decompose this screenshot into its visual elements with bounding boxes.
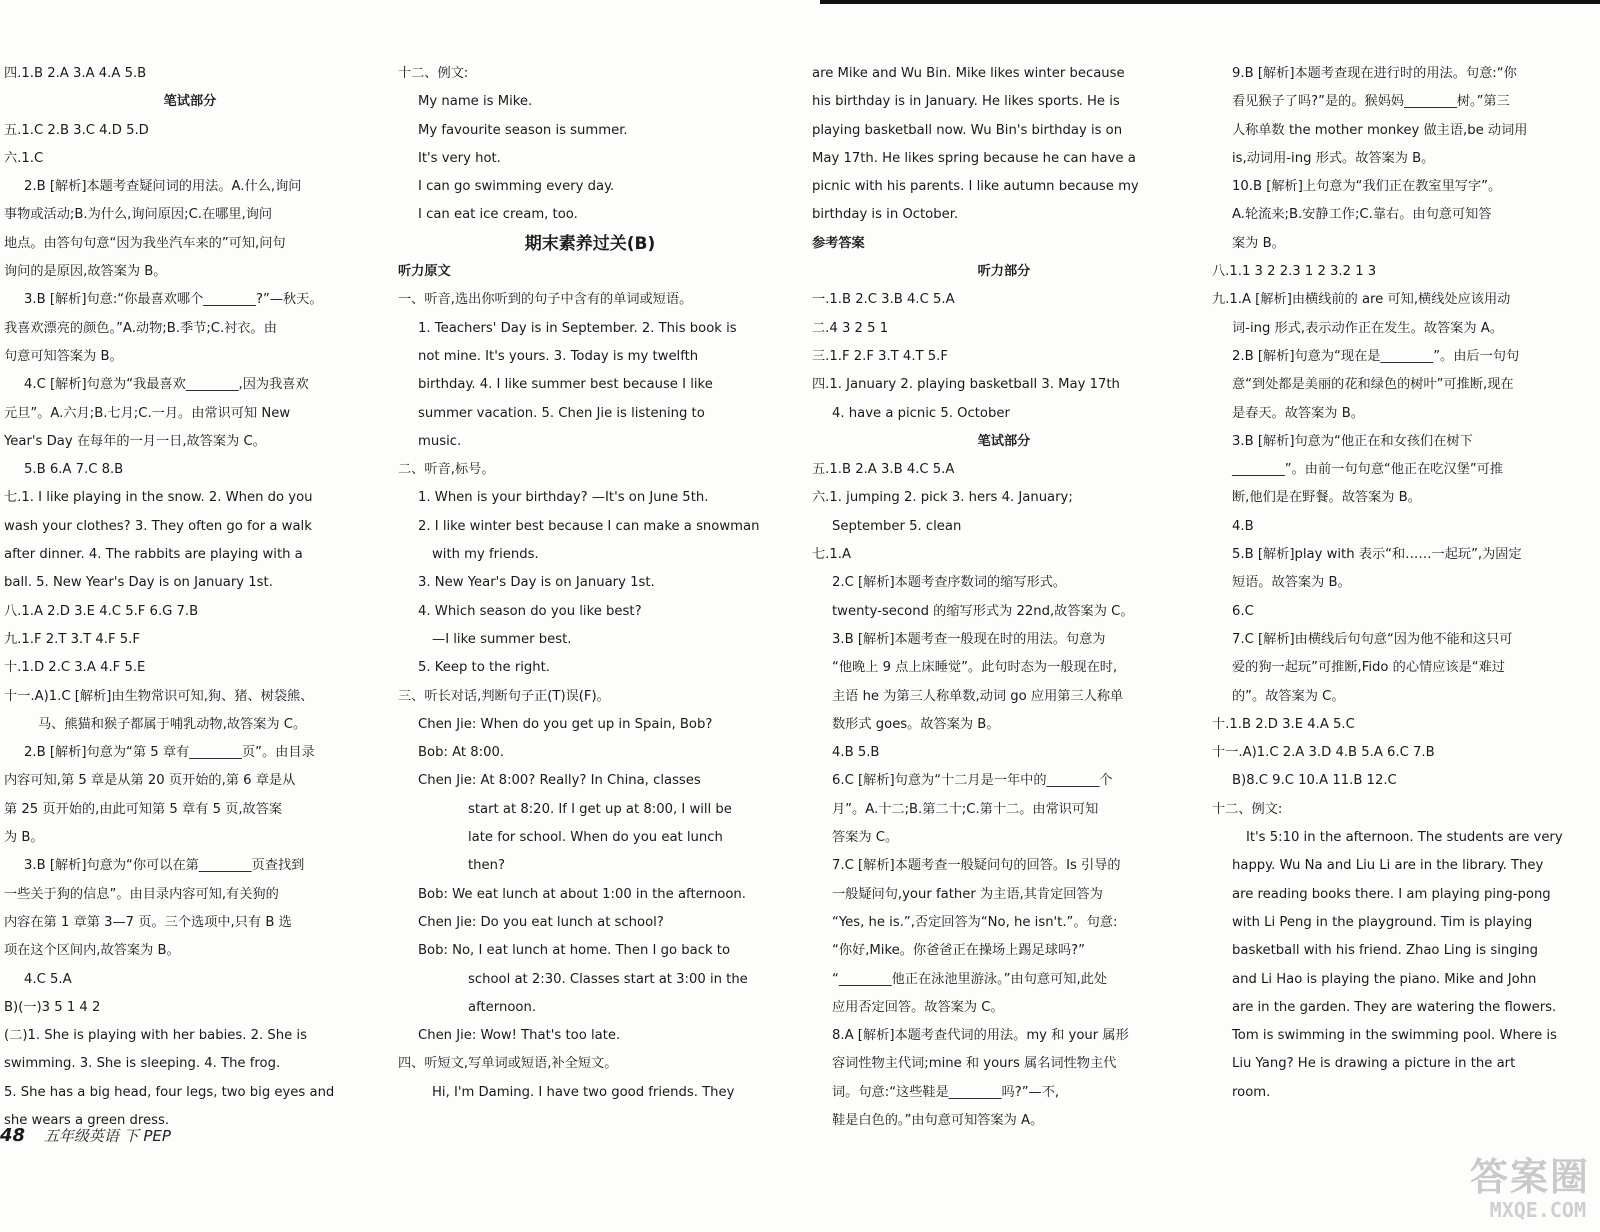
text-line: 五.1.B 2.A 3.B 4.C 5.A — [812, 462, 955, 478]
text-line: 词。句意:“这些鞋是________吗?”—不, — [832, 1084, 1060, 1100]
text-line: 3.B [解析]句意为“他正在和女孩们在树下 — [1232, 433, 1473, 449]
text-line: ________”。由前一句句意“他正在吃汉堡”可推 — [1232, 462, 1504, 478]
text-line: happy. Wu Na and Liu Li are in the library. They — [1232, 858, 1544, 874]
text-line: 十一.A)1.C [解析]由生物常识可知,狗、猪、树袋熊、 — [4, 688, 314, 704]
text-line: 期末素养过关(B) — [524, 233, 656, 254]
text-line: 元旦”。A.六月;B.七月;C.一月。由常识可知 New — [4, 405, 291, 421]
text-line: wash your clothes? 3. They often go for a walk — [4, 518, 312, 534]
text-line: It's 5:10 in the afternoon. The students are very — [1246, 830, 1563, 846]
text-line: 听力原文 — [398, 264, 451, 280]
watermark-url: MXQE.COM — [1489, 1198, 1586, 1222]
text-line: 7.C [解析]由横线后句句意“因为他不能和这只可 — [1232, 631, 1513, 647]
text-line: room. — [1232, 1084, 1271, 1100]
text-line: 4. have a picnic 5. October — [832, 405, 1010, 421]
text-line: 词-ing 形式,表示动作正在发生。故答案为 A。 — [1232, 320, 1503, 336]
text-line: 5.B 6.A 7.C 8.B — [24, 462, 124, 478]
text-line: 8.A [解析]本题考查代词的用法。my 和 your 属形 — [832, 1028, 1129, 1044]
text-line: 7.C [解析]本题考查一般疑问句的回答。Is 引导的 — [832, 858, 1121, 874]
text-line: birthday. 4. I like summer best because I like — [418, 377, 713, 393]
text-line: she wears a green dress. — [4, 1112, 170, 1128]
text-line: 2. I like winter best because I can make a snowman — [418, 518, 760, 534]
text-line: 6.C [解析]句意为“十二月是一年中的________个 — [832, 773, 1113, 789]
column-2 — [398, 60, 782, 1107]
text-line: 六.1.C — [4, 150, 44, 166]
text-line: 七.1.A — [812, 547, 851, 563]
text-line: school at 2:30. Classes start at 3:00 in the — [468, 971, 748, 987]
text-line: 断,他们是在野餐。故答案为 B。 — [1232, 490, 1421, 506]
text-line: 九.1.F 2.T 3.T 4.F 5.F — [4, 631, 140, 647]
text-line: B)(一)3 5 1 4 2 — [4, 999, 101, 1015]
text-line: 十二、例文: — [398, 66, 469, 81]
text-line: Bob: No, I eat lunch at home. Then I go back to — [418, 943, 731, 959]
text-line: 1. When is your birthday? —It's on June 5th. — [418, 490, 709, 506]
text-line: Year's Day 在每年的一月一日,故答案为 C。 — [4, 433, 266, 449]
text-line: 一般疑问句,your father 为主语,其肯定回答为 — [832, 886, 1103, 902]
text-line: 鞋是白色的。”由句意可知答案为 A。 — [832, 1112, 1044, 1128]
text-line: 爱的狗一起玩”可推断,Fido 的心情应该是“难过 — [1232, 660, 1505, 676]
text-line: summer vacation. 5. Chen Jie is listening to — [418, 405, 705, 421]
text-line: 四.1.B 2.A 3.A 4.A 5.B — [4, 66, 147, 81]
text-line: late for school. When do you eat lunch — [468, 830, 723, 846]
text-line: B)8.C 9.C 10.A 11.B 12.C — [1232, 773, 1397, 789]
text-line: My name is Mike. — [418, 94, 533, 110]
text-line: May 17th. He likes spring because he can have a — [812, 150, 1136, 166]
text-line: 月”。A.十二;B.第二十;C.第十二。由常识可知 — [832, 801, 1099, 817]
text-line: with Li Peng in the playground. Tim is playing — [1232, 914, 1533, 930]
text-line: “他晚上 9 点上床睡觉”。此句时态为一般现在时, — [832, 660, 1118, 676]
text-line: 五.1.C 2.B 3.C 4.D 5.D — [4, 122, 149, 138]
text-line: 九.1.A [解析]由横线前的 are 可知,横线处应该用动 — [1212, 292, 1511, 308]
text-line: 一、听音,选出你听到的句子中含有的单词或短语。 — [398, 292, 693, 308]
text-line: are reading books there. I am playing ping-pong — [1232, 886, 1551, 902]
text-line: 人称单数 the mother monkey 做主语,be 动词用 — [1232, 122, 1528, 138]
text-line: 6.C — [1232, 603, 1254, 619]
text-line: Chen Jie: Do you eat lunch at school? — [418, 914, 664, 930]
text-line: music. — [418, 433, 462, 449]
text-line: 项在这个区间内,故答案为 B。 — [4, 943, 180, 959]
text-line: 八.1.A 2.D 3.E 4.C 5.F 6.G 7.B — [4, 603, 199, 619]
text-line: 5. Keep to the right. — [418, 660, 550, 676]
text-line: It's very hot. — [418, 150, 501, 166]
text-line: Bob: At 8:00. — [418, 745, 505, 761]
text-line: 马、熊猫和猴子都属于哺乳动物,故答案为 C。 — [38, 716, 307, 732]
text-line: Liu Yang? He is drawing a picture in the art — [1232, 1056, 1516, 1072]
text-line: and Li Hao is playing the piano. Mike and John — [1232, 971, 1537, 987]
text-line: then? — [468, 858, 505, 874]
text-line: after dinner. 4. The rabbits are playing with a — [4, 547, 303, 563]
text-line: twenty-second 的缩写形式为 22nd,故答案为 C。 — [832, 603, 1134, 619]
watermark-text: 答案圈 — [1469, 1155, 1590, 1199]
text-line: 是春天。故答案为 B。 — [1232, 405, 1364, 421]
text-line: 意“到处都是美丽的花和绿色的树叶”可推断,现在 — [1232, 377, 1514, 393]
text-line: Tom is swimming in the swimming pool. Where is — [1232, 1028, 1557, 1044]
text-line: 十.1.D 2.C 3.A 4.F 5.E — [4, 660, 146, 676]
text-line: 我喜欢漂亮的颜色。”A.动物;B.季节;C.衬衣。由 — [4, 320, 277, 336]
text-line: afternoon. — [468, 999, 537, 1015]
text-line: Chen Jie: When do you get up in Spain, Bob? — [418, 716, 713, 732]
text-line: 容词性物主代词;mine 和 yours 属名词性物主代 — [832, 1056, 1117, 1072]
text-line: 4.C 5.A — [24, 971, 72, 987]
page-number: 48 — [0, 1125, 26, 1146]
text-line: are in the garden. They are watering the flowers. — [1232, 999, 1557, 1015]
text-line: September 5. clean — [832, 518, 962, 534]
text-line: 2.B [解析]本题考查疑问词的用法。A.什么,询问 — [24, 179, 302, 195]
text-line: 看见猴子了吗?”是的。猴妈妈________树。”第三 — [1232, 94, 1510, 110]
text-line: Chen Jie: At 8:00? Really? In China, classes — [418, 773, 701, 789]
text-line: —I like summer best. — [432, 631, 572, 647]
text-line: 3.B [解析]句意为“你可以在第________页查找到 — [24, 858, 305, 874]
text-line: 听力部分 — [977, 264, 1031, 280]
text-line: 三.1.F 2.F 3.T 4.T 5.F — [812, 348, 948, 364]
text-line: ball. 5. New Year's Day is on January 1st. — [4, 575, 273, 591]
text-line: 短语。故答案为 B。 — [1232, 575, 1351, 591]
text-line: 四、听短文,写单词或短语,补全短文。 — [398, 1056, 618, 1072]
text-line: 4.B 5.B — [832, 745, 880, 761]
text-line: 9.B [解析]本题考查现在进行时的用法。句意:“你 — [1232, 66, 1517, 81]
text-line: not mine. It's yours. 3. Today is my twelfth — [418, 348, 699, 364]
text-line: his birthday is in January. He likes sports. He is — [812, 94, 1120, 110]
text-line: 二.4 3 2 5 1 — [812, 320, 889, 336]
text-line: 5. She has a big head, four legs, two big eyes and — [4, 1084, 335, 1100]
text-line: 2.C [解析]本题考查序数词的缩写形式。 — [832, 575, 1067, 591]
text-line: 六.1. jumping 2. pick 3. hers 4. January; — [812, 490, 1073, 506]
text-line: Bob: We eat lunch at about 1:00 in the afternoon. — [418, 886, 746, 902]
text-line: 应用否定回答。故答案为 C。 — [832, 999, 1004, 1015]
text-line: 1. Teachers' Day is in September. 2. This book is — [418, 320, 737, 336]
text-line: 3. New Year's Day is on January 1st. — [418, 575, 655, 591]
text-line: 案为 B。 — [1232, 235, 1285, 251]
text-line: 事物或活动;B.为什么,询问原因;C.在哪里,询问 — [4, 207, 273, 223]
text-line: 4. Which season do you like best? — [418, 603, 642, 619]
text-line: 主语 he 为第三人称单数,动词 go 应用第三人称单 — [832, 688, 1124, 704]
text-line: start at 8:20. If I get up at 8:00, I will be — [468, 801, 732, 817]
text-line: “________他正在泳池里游泳。”由句意可知,此处 — [832, 971, 1108, 987]
text-line: 十二、例文: — [1212, 801, 1283, 817]
text-line: 为 B。 — [4, 830, 44, 846]
column-3 — [812, 60, 1196, 1135]
text-line: 十一.A)1.C 2.A 3.D 4.B 5.A 6.C 7.B — [1212, 745, 1435, 761]
text-line: playing basketball now. Wu Bin's birthday is on — [812, 122, 1123, 138]
text-line: 数形式 goes。故答案为 B。 — [832, 716, 1000, 732]
text-line: A.轮流来;B.安静工作;C.靠右。由句意可知答 — [1232, 207, 1492, 223]
text-line: 四.1. January 2. playing basketball 3. May 17th — [812, 377, 1120, 393]
text-line: 2.B [解析]句意为“第 5 章有________页”。由目录 — [24, 745, 315, 761]
text-line: 内容可知,第 5 章是从第 20 页开始的,第 6 章是从 — [4, 773, 296, 789]
top-rule — [820, 0, 1600, 4]
text-line: I can eat ice cream, too. — [418, 207, 578, 223]
text-line: 三、听长对话,判断句子正(T)误(F)。 — [398, 688, 610, 704]
text-line: Hi, I'm Daming. I have two good friends. They — [432, 1084, 735, 1100]
text-line: 七.1. I like playing in the snow. 2. When do you — [4, 490, 313, 506]
text-line: 5.B [解析]play with 表示“和……一起玩”,为固定 — [1232, 547, 1522, 563]
watermark-logo — [1420, 1146, 1590, 1226]
text-line: basketball with his friend. Zhao Ling is singing — [1232, 943, 1539, 959]
book-title: 五年级英语 下 PEP — [43, 1127, 171, 1145]
text-line: 4.B — [1232, 518, 1254, 534]
text-line: 询问的是原因,故答案为 B。 — [4, 264, 167, 280]
text-line: 4.C [解析]句意为“我最喜欢________,因为我喜欢 — [24, 377, 309, 393]
text-line: 3.B [解析]本题考查一般现在时的用法。句意为 — [832, 631, 1106, 647]
text-line: 参考答案 — [812, 235, 865, 251]
column-4 — [1212, 60, 1596, 1107]
text-line: 第 25 页开始的,由此可知第 5 章有 5 页,故答案 — [4, 801, 283, 817]
text-line: is,动词用-ing 形式。故答案为 B。 — [1232, 150, 1435, 166]
text-line: Chen Jie: Wow! That's too late. — [418, 1028, 621, 1044]
text-line: birthday is in October. — [812, 207, 959, 223]
text-line: 一.1.B 2.C 3.B 4.C 5.A — [812, 292, 955, 308]
text-line: are Mike and Wu Bin. Mike likes winter because — [812, 66, 1125, 81]
text-line: 十.1.B 2.D 3.E 4.A 5.C — [1212, 716, 1355, 732]
text-line: 内容在第 1 章第 3—7 页。三个选项中,只有 B 选 — [4, 914, 292, 930]
text-line: 一些关于狗的信息”。由目录内容可知,有关狗的 — [4, 886, 279, 902]
text-line: 笔试部分 — [163, 94, 217, 110]
text-line: 的”。故答案为 C。 — [1232, 688, 1345, 704]
text-line: (二)1. She is playing with her babies. 2. She is — [4, 1028, 307, 1044]
text-line: 3.B [解析]句意:“你最喜欢哪个________?”—秋天。 — [24, 292, 323, 308]
text-line: I can go swimming every day. — [418, 179, 615, 195]
text-line: My favourite season is summer. — [418, 122, 628, 138]
text-line: 2.B [解析]句意为“现在是________”。由后一句句 — [1232, 348, 1520, 364]
text-line: 八.1.1 3 2 2.3 1 2 3.2 1 3 — [1212, 264, 1377, 280]
text-line: 10.B [解析]上句意为“我们正在教室里写字”。 — [1232, 179, 1502, 195]
text-line: with my friends. — [432, 547, 539, 563]
text-line: 二、听音,标号。 — [398, 462, 495, 478]
text-line: 地点。由答句句意“因为我坐汽车来的”可知,问句 — [4, 235, 286, 251]
column-1 — [4, 60, 376, 1135]
text-line: 答案为 C。 — [832, 830, 899, 846]
text-line: swimming. 3. She is sleeping. 4. The frog. — [4, 1056, 281, 1072]
page-footer — [0, 1125, 171, 1146]
text-line: “你好,Mike。你爸爸正在操场上踢足球吗?” — [832, 943, 1085, 959]
text-line: “Yes, he is.”,否定回答为“No, he isn't.”。句意: — [832, 914, 1118, 930]
text-line: picnic with his parents. I like autumn because my — [812, 179, 1139, 195]
text-line: 句意可知答案为 B。 — [4, 348, 123, 364]
text-line: 笔试部分 — [977, 433, 1031, 449]
